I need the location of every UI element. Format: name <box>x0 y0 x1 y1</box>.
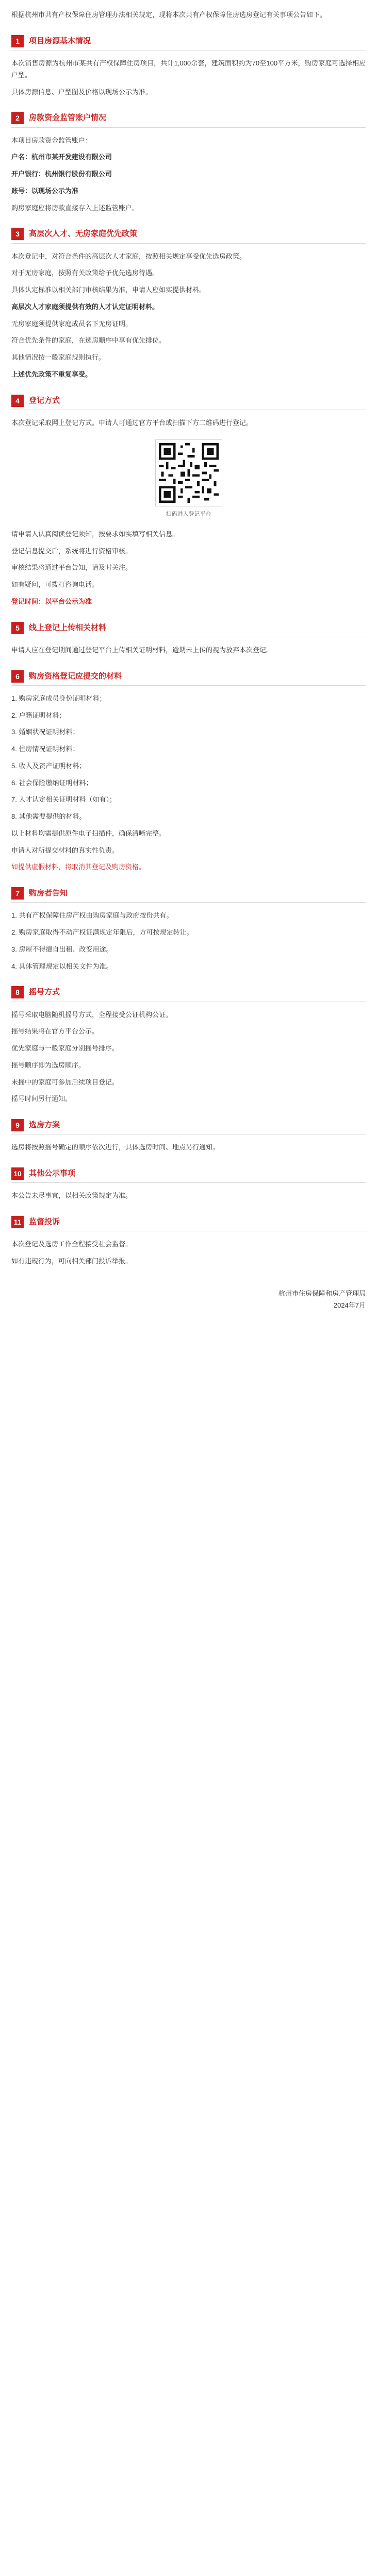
paragraph: 上述优先政策不重复享受。 <box>11 370 92 378</box>
section-number-badge: 3 <box>11 228 24 240</box>
section-header <box>11 621 366 637</box>
section-title: 监督投诉 <box>29 1217 60 1226</box>
list-item: 3. 房屋不得擅自出租、改变用途。 <box>11 945 113 953</box>
paragraph: 摇号顺序即为选房顺序。 <box>11 1061 86 1069</box>
section-required-materials <box>11 670 366 874</box>
list-item: 4. 住房情况证明材料； <box>11 745 79 753</box>
section-header <box>11 887 366 903</box>
section-title: 其他公示事项 <box>29 1169 76 1178</box>
paragraph: 符合优先条件的家庭，在选房顺序中享有优先排位。 <box>11 336 166 345</box>
warning-paragraph: 如提供虚假材料，将取消其登记及购房资格。 <box>11 863 146 871</box>
section-title: 线上登记上传相关材料 <box>29 623 107 632</box>
qr-caption: 扫码进入登记平台 <box>166 511 211 517</box>
qr-code-block <box>11 439 366 519</box>
paragraph: 无房家庭须提供家庭成员名下无房证明。 <box>11 319 133 328</box>
paragraph: 高层次人才家庭须提供有效的人才认定证明材料。 <box>11 302 159 311</box>
issue-date: 2024年7月 <box>333 1301 366 1309</box>
section-number-badge: 6 <box>11 670 24 683</box>
list-item: 4. 具体管理规定以相关文件为准。 <box>11 962 113 970</box>
section-title: 购房者告知 <box>29 889 68 897</box>
section-header <box>11 35 366 50</box>
list-item: 6. 社会保险缴纳证明材料； <box>11 778 93 787</box>
paragraph: 本公告未尽事宜，以相关政策规定为准。 <box>11 1192 133 1200</box>
list-item: 2. 户籍证明材料； <box>11 711 66 719</box>
list-item: 1. 共有产权保障住房产权由购房家庭与政府按份共有。 <box>11 911 173 920</box>
paragraph: 登记信息提交后，系统将进行资格审核。 <box>11 547 133 555</box>
section-header <box>11 394 366 410</box>
paragraph: 本次登记及选房工作全程接受社会监督。 <box>11 1240 133 1248</box>
section-header <box>11 986 366 1002</box>
paragraph: 摇号结果将在官方平台公示。 <box>11 1027 99 1036</box>
paragraph: 具体房源信息、户型图及价格以现场公示为准。 <box>11 88 153 96</box>
issuing-organization: 杭州市住房保障和房产管理局 <box>278 1289 366 1297</box>
qr-code-icon <box>159 443 219 503</box>
paragraph: 本次销售房源为杭州市某共有产权保障住房项目，共计1,000余套，建筑面积约为70至100平方米，购房家庭可选择相应户型。 <box>11 59 366 79</box>
section-supervision <box>11 1215 366 1267</box>
paragraph: 本次登记中，对符合条件的高层次人才家庭，按照相关规定享受优先选房政策。 <box>11 252 247 260</box>
section-title: 登记方式 <box>29 396 60 405</box>
account-bank: 开户银行：杭州银行股份有限公司 <box>11 170 112 178</box>
section-number-badge: 1 <box>11 35 24 47</box>
section-header <box>11 227 366 243</box>
paragraph: 以上材料均需提供原件电子扫描件，确保清晰完整。 <box>11 829 166 837</box>
section-header <box>11 670 366 686</box>
list-item: 8. 其他需要提供的材料。 <box>11 812 86 820</box>
section-number-badge: 11 <box>11 1216 24 1228</box>
section-number-badge: 7 <box>11 887 24 900</box>
paragraph: 审核结果将通过平台告知，请及时关注。 <box>11 564 133 572</box>
section-title: 高层次人才、无房家庭优先政策 <box>29 229 138 239</box>
section-priority-policy <box>11 227 366 380</box>
paragraph: 其他情况按一般家庭规则执行。 <box>11 353 106 361</box>
footer-signature <box>11 1288 366 1312</box>
paragraph: 摇号时间另行通知。 <box>11 1095 72 1103</box>
section-number-badge: 2 <box>11 112 24 124</box>
paragraph: 选房将按照摇号确定的顺序依次进行，具体选房时间、地点另行通知。 <box>11 1143 220 1151</box>
section-selection-plan <box>11 1118 366 1154</box>
section-title: 购房资格登记应提交的材料 <box>29 671 122 681</box>
section-buyer-notice <box>11 887 366 972</box>
section-number-badge: 10 <box>11 1167 24 1180</box>
section-title: 选房方案 <box>29 1121 60 1129</box>
list-item: 2. 购房家庭取得不动产权证满规定年限后，方可按规定转让。 <box>11 928 193 936</box>
section-number-badge: 9 <box>11 1119 24 1131</box>
paragraph: 申请人应在登记期间通过登记平台上传相关证明材料，逾期未上传的视为放弃本次登记。 <box>11 646 273 654</box>
account-number: 账号：以现场公示为准 <box>11 187 79 195</box>
paragraph: 如有疑问，可拨打咨询电话。 <box>11 581 99 588</box>
paragraph: 本次登记采取网上登记方式。申请人可通过官方平台或扫描下方二维码进行登记。 <box>11 418 253 427</box>
section-header <box>11 1215 366 1231</box>
list-item: 3. 婚姻状况证明材料； <box>11 728 79 736</box>
section-number-badge: 5 <box>11 622 24 634</box>
section-title: 项目房源基本情况 <box>29 36 91 45</box>
list-item: 7. 人才认定相关证明材料（如有）； <box>11 795 116 804</box>
paragraph: 对于无房家庭，按照有关政策给予优先选房待遇。 <box>11 269 159 277</box>
section-number-badge: 4 <box>11 395 24 407</box>
paragraph: 如有违规行为，可向相关部门投诉举报。 <box>11 1257 133 1265</box>
list-item: 5. 收入及资产证明材料； <box>11 761 86 770</box>
paragraph: 具体认定标准以相关部门审核结果为准，申请人应如实提供材料。 <box>11 286 206 294</box>
intro-text: 根据杭州市共有产权保障住房管理办法相关规定，现将本次共有产权保障住房选房登记有关事项公告如下。 <box>11 11 327 19</box>
paragraph: 本项目房款资金监管账户： <box>11 136 92 144</box>
account-name: 户名：杭州市某开发建设有限公司 <box>11 153 112 161</box>
section-project-info <box>11 35 366 98</box>
section-lottery-method <box>11 986 366 1105</box>
section-header <box>11 1118 366 1134</box>
section-title: 摇号方式 <box>29 988 60 997</box>
section-registration-method <box>11 394 366 608</box>
paragraph: 请申请人认真阅读登记须知，按要求如实填写相关信息。 <box>11 530 179 538</box>
section-other-notices <box>11 1167 366 1202</box>
section-number-badge: 8 <box>11 986 24 998</box>
paragraph: 摇号采取电脑随机摇号方式，全程接受公证机构公证。 <box>11 1010 173 1019</box>
paragraph: 申请人对所提交材料的真实性负责。 <box>11 846 119 854</box>
qr-code-image[interactable] <box>155 439 222 506</box>
section-escrow-account <box>11 111 366 214</box>
section-header <box>11 1167 366 1183</box>
list-item: 1. 购房家庭成员身份证明材料； <box>11 694 106 702</box>
paragraph: 未摇中的家庭可参加后续项目登记。 <box>11 1078 119 1086</box>
section-upload-materials <box>11 621 366 656</box>
registration-date: 登记时间：以平台公示为准 <box>11 597 92 605</box>
paragraph: 优先家庭与一般家庭分别摇号排序。 <box>11 1044 119 1052</box>
paragraph: 购房家庭应将房款直接存入上述监管账户。 <box>11 204 139 212</box>
section-title: 房款资金监管账户情况 <box>29 113 107 123</box>
section-header <box>11 111 366 127</box>
